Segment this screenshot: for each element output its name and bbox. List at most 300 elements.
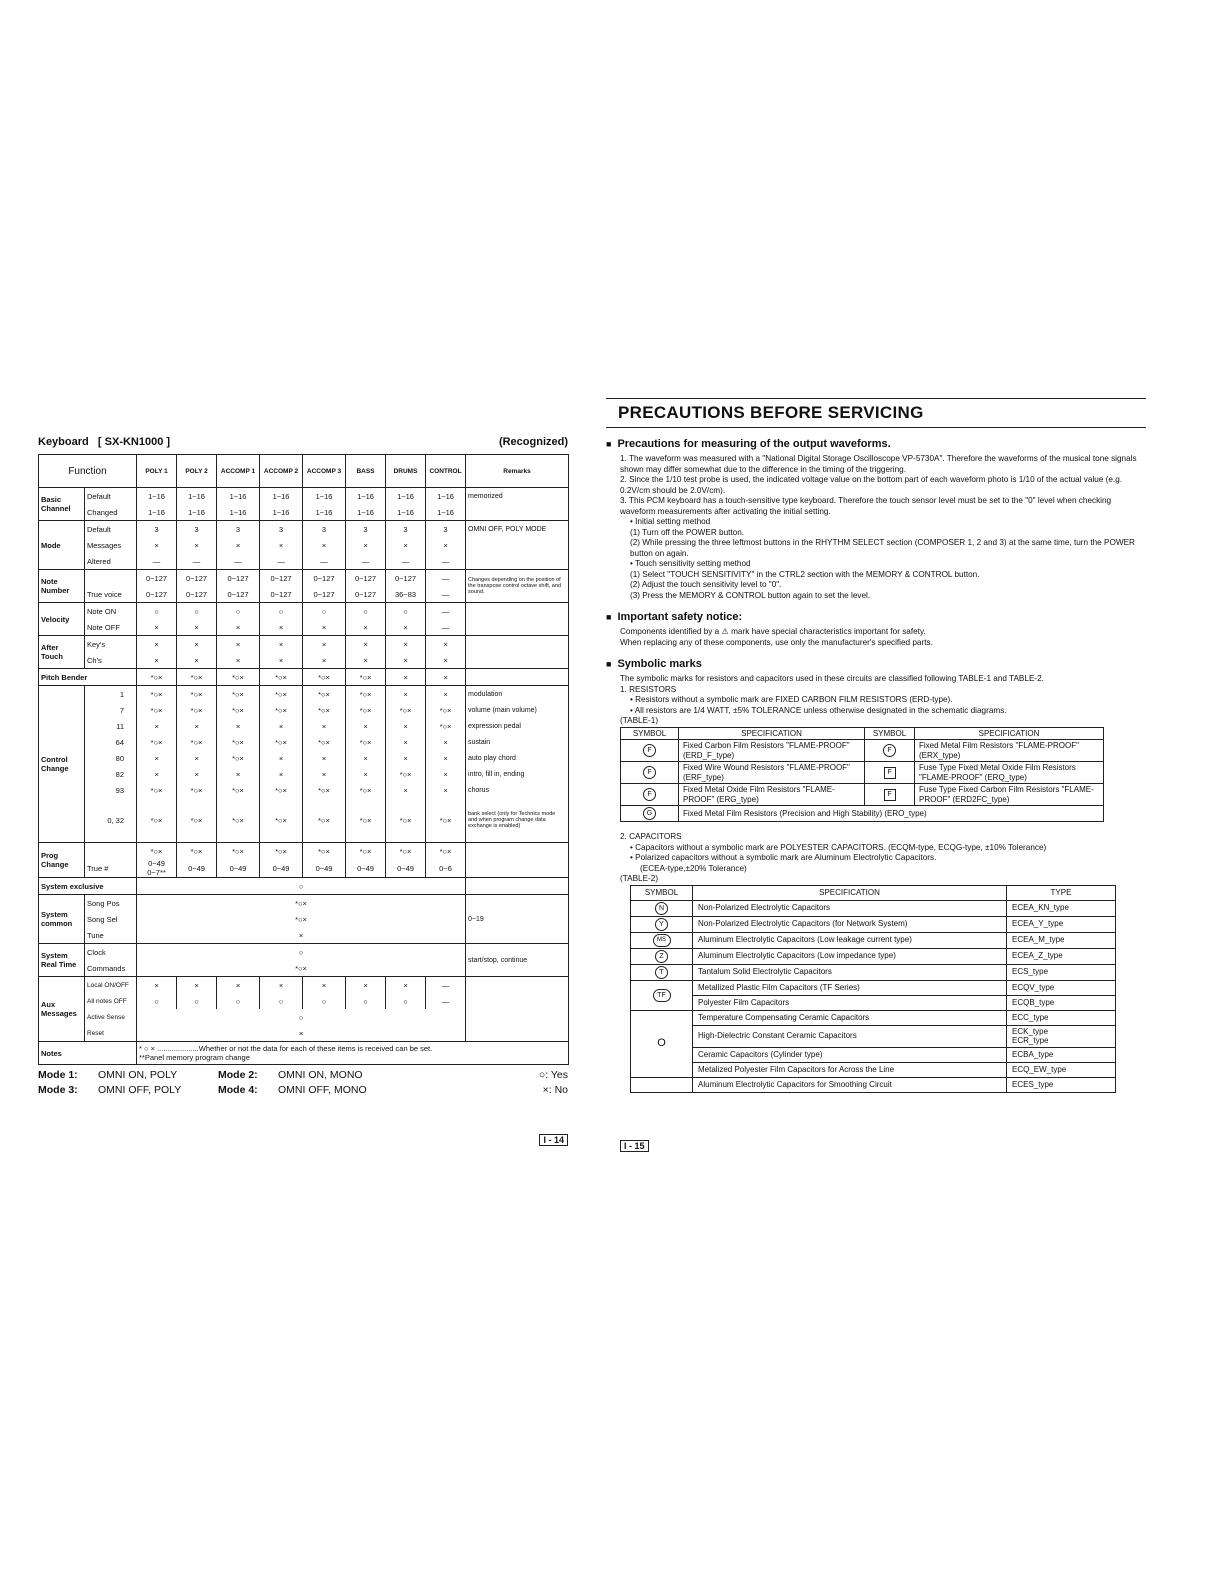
remarks-cell: intro, fill in, ending (466, 766, 569, 782)
value-cell: × (260, 619, 303, 636)
initial-step: (2) While pressing the three leftmost buttons in the RHYTHM SELECT section (COMPOSER 1, 2 and 3) at the same time, turn the POWER button on again. (630, 538, 1135, 558)
value-cell: × (303, 652, 346, 669)
t1-spec: Fixed Metal Film Resistors (Precision and High Stability) (ERO_type) (679, 806, 1104, 822)
table-row (621, 762, 1104, 784)
capacitor-symbol-icon: T (655, 966, 668, 979)
table-row (631, 1010, 1116, 1025)
value-cell: — (217, 553, 260, 570)
group-label: Velocity (39, 603, 85, 636)
row-label: 64 (85, 734, 137, 750)
row-label: Note ON (85, 603, 137, 620)
f-circle-icon: F (643, 766, 656, 779)
t2-head-spec: SPECIFICATION (693, 885, 1007, 900)
value-cell: × (137, 652, 177, 669)
value-cell: 0~49 (303, 859, 346, 878)
symbol-cell (631, 916, 693, 932)
value-cell: × (260, 636, 303, 653)
t2-rows (631, 900, 1116, 980)
capacitor-symbol-table (630, 885, 1116, 1093)
t2-type: ECES_type (1007, 1077, 1116, 1092)
notes-line: * ○ × ....................Whether or not the data for each of these items is received can be set. (139, 1044, 433, 1053)
row-label: Default (85, 521, 137, 538)
t1-head-spec: SPECIFICATION (679, 727, 865, 740)
remarks-cell (466, 553, 569, 570)
value-cell: 1~16 (260, 488, 303, 505)
value-cell: — (386, 553, 426, 570)
resistors-bullet: • All resistors are 1/4 WATT, ±5% TOLERANCE unless otherwise designated in the schematic diagrams. (630, 705, 1007, 715)
table-row (631, 1062, 1116, 1077)
value-cell: *○× (217, 750, 260, 766)
table-row (39, 895, 569, 912)
value-cell: 1~16 (217, 504, 260, 521)
value-cell: × (177, 619, 217, 636)
table-header-row (39, 455, 569, 488)
table-row (39, 750, 569, 766)
value-cell: × (137, 977, 177, 994)
value-cell: ○ (260, 993, 303, 1009)
value-cell: 1~16 (217, 488, 260, 505)
precautions-page (606, 398, 1146, 1151)
value-cell: 1~16 (386, 504, 426, 521)
value-cell: 0~49 0~7** (137, 859, 177, 878)
mode2-label: Mode 2: (218, 1069, 258, 1081)
value-cell: *○× (137, 734, 177, 750)
value-cell: 1~16 (346, 504, 386, 521)
value-cell: *○× (137, 798, 177, 843)
t2-spec: Temperature Compensating Ceramic Capacitors (693, 1010, 1007, 1025)
value-cell: 0~127 (303, 586, 346, 603)
value-cell: ○ (346, 603, 386, 620)
group-label: Notes (39, 1042, 137, 1065)
capacitors-bullet: • Capacitors without a symbolic mark are POLYESTER CAPACITORS. (ECQM-type, ECQG-type, ±10% Tolerance) (630, 842, 1047, 852)
t2-spec: High-Dielectric Constant Ceramic Capacitors (693, 1025, 1007, 1047)
value-cell: ○ (346, 993, 386, 1009)
chart-header (38, 436, 568, 448)
group-label: System exclusive (39, 878, 137, 895)
table-row (39, 944, 569, 961)
table-row (39, 636, 569, 653)
value-cell: *○× (260, 702, 303, 718)
value-cell: *○× (386, 798, 426, 843)
row-label: 0, 32 (85, 798, 137, 843)
capacitors-section (606, 832, 1146, 885)
table-row (39, 488, 569, 505)
f-circle-icon: F (643, 744, 656, 757)
value-cell: *○× (177, 686, 217, 703)
value-cell: × (426, 537, 466, 553)
symbol-cell (631, 900, 693, 916)
remarks-cell (466, 652, 569, 669)
value-cell: 1~16 (177, 504, 217, 521)
row-label: Commands (85, 960, 137, 977)
value-cell: — (303, 553, 346, 570)
remarks-cell (466, 878, 569, 895)
value-cell: × (217, 766, 260, 782)
table-row (621, 740, 1104, 762)
table-row (39, 878, 569, 895)
table-row (39, 766, 569, 782)
section-safety (606, 627, 1146, 648)
row-label: Note OFF (85, 619, 137, 636)
value-cell: 3 (217, 521, 260, 538)
value-cell: *○× (426, 843, 466, 860)
value-cell: × (137, 927, 466, 944)
value-cell: *○× (303, 669, 346, 686)
value-cell: ○ (137, 603, 177, 620)
remarks-cell (466, 843, 569, 860)
capacitor-symbol-icon: Z (655, 950, 668, 963)
t2-type: ECEA_KN_type (1007, 900, 1116, 916)
value-cell: × (260, 718, 303, 734)
value-cell: × (177, 750, 217, 766)
value-cell: 0~127 (346, 570, 386, 587)
value-cell: × (260, 537, 303, 553)
touch-step: (2) Adjust the touch sensitivity level to "0". (630, 580, 782, 589)
row-label: Local ON/OFF (85, 977, 137, 994)
value-cell: *○× (346, 798, 386, 843)
value-cell: 3 (303, 521, 346, 538)
capacitor-symbol-icon: N (655, 902, 668, 915)
col-accomp3: ACCOMP 3 (303, 455, 346, 488)
value-cell: 0~127 (303, 570, 346, 587)
value-cell: 0~127 (137, 570, 177, 587)
t2-type: ECR_type (1012, 1036, 1049, 1045)
value-cell: × (303, 718, 346, 734)
col-drums: DRUMS (386, 455, 426, 488)
value-cell: *○× (217, 843, 260, 860)
row-label: Altered (85, 553, 137, 570)
safety-line: When replacing any of these components, use only the manufacturer's specified parts. (620, 637, 933, 647)
remarks-cell: bank select (only for Technics mode and when program change data exchange is enabled) (466, 798, 569, 843)
group-label: Note Number (39, 570, 85, 603)
table-row (631, 1025, 1116, 1047)
value-cell: 3 (177, 521, 217, 538)
value-cell: × (426, 750, 466, 766)
keyboard-label: Keyboard (38, 436, 89, 448)
value-cell: × (386, 734, 426, 750)
f-circle-icon: F (883, 744, 896, 757)
t2-spec: Aluminum Electrolytic Capacitors (Low leakage current type) (693, 932, 1007, 948)
table-row (631, 980, 1116, 995)
t2-spec: Tantalum Solid Electrolytic Capacitors (693, 964, 1007, 980)
value-cell: *○× (177, 782, 217, 798)
section-waveforms (606, 454, 1146, 601)
value-cell: 1~16 (177, 488, 217, 505)
t2-type: ECS_type (1007, 964, 1116, 980)
value-cell: 0~127 (177, 586, 217, 603)
table-row (39, 537, 569, 553)
value-cell: × (260, 766, 303, 782)
col-accomp2: ACCOMP 2 (260, 455, 303, 488)
value-cell: × (386, 686, 426, 703)
group-label: Prog Change (39, 843, 85, 878)
row-label: 80 (85, 750, 137, 766)
value-cell: *○× (303, 686, 346, 703)
value-cell: ○ (217, 603, 260, 620)
value-cell: × (217, 977, 260, 994)
value-cell: × (386, 652, 426, 669)
value-cell: 0~127 (217, 586, 260, 603)
value-cell: *○× (177, 734, 217, 750)
value-cell: × (386, 718, 426, 734)
value-cell: 0~6 (426, 859, 466, 878)
value-cell: *○× (177, 702, 217, 718)
remarks-cell (466, 669, 569, 686)
row-label: Default (85, 488, 137, 505)
t1-spec: Fixed Metal Oxide Film Resistors "FLAME-PROOF" (ERG_type) (679, 784, 865, 806)
row-label: Tune (85, 927, 137, 944)
t2-spec: Metallized Plastic Film Capacitors (TF Series) (693, 980, 1007, 995)
safety-line: Components identified by a ⚠ mark have special characteristics important for safety. (620, 627, 926, 636)
col-poly1: POLY 1 (137, 455, 177, 488)
value-cell: 0~49 (177, 859, 217, 878)
value-cell: *○× (137, 895, 466, 912)
remarks-cell (466, 977, 569, 1042)
value-cell: × (386, 669, 426, 686)
f-circle-icon: F (643, 788, 656, 801)
value-cell: 0~127 (346, 586, 386, 603)
value-cell: 3 (346, 521, 386, 538)
table-row (631, 885, 1116, 900)
group-label: After Touch (39, 636, 85, 669)
remarks-cell: memorized (466, 488, 569, 505)
value-cell: *○× (260, 782, 303, 798)
value-cell: 3 (137, 521, 177, 538)
table-row (631, 948, 1116, 964)
table-row (39, 504, 569, 521)
value-cell: *○× (137, 782, 177, 798)
value-cell: 0~127 (260, 570, 303, 587)
value-cell: × (426, 686, 466, 703)
remarks-cell (466, 619, 569, 636)
value-cell: 1~16 (386, 488, 426, 505)
table-row (39, 734, 569, 750)
value-cell: *○× (260, 843, 303, 860)
value-cell: *○× (217, 669, 260, 686)
col-poly2: POLY 2 (177, 455, 217, 488)
remarks-cell (466, 859, 569, 878)
value-cell: — (426, 603, 466, 620)
row-label: True voice (85, 586, 137, 603)
t2-type: ECQB_type (1007, 995, 1116, 1010)
value-cell: ○ (137, 993, 177, 1009)
table-row (631, 916, 1116, 932)
table-row (39, 977, 569, 994)
table-row (631, 995, 1116, 1010)
value-cell: × (303, 619, 346, 636)
value-cell: — (426, 586, 466, 603)
table-row (39, 782, 569, 798)
value-cell: — (177, 553, 217, 570)
row-label: Song Sel (85, 911, 137, 927)
value-cell: *○× (346, 686, 386, 703)
t2-spec: Polyester Film Capacitors (693, 995, 1007, 1010)
value-cell: 0~127 (386, 570, 426, 587)
value-cell: × (177, 766, 217, 782)
group-label: Basic Channel (39, 488, 85, 521)
group-label: Pitch Bender (39, 669, 137, 686)
waveform-item: 1. The waveform was measured with a "National Digital Storage Oscilloscope VP-5730A". Therefore the waveforms of the musical tone signals shown may differ somewhat due to the difference in the timing of the triggering. (620, 454, 1137, 474)
no-legend: ×: No (542, 1084, 568, 1096)
t2-head-type: TYPE (1007, 885, 1116, 900)
value-cell: — (426, 570, 466, 587)
value-cell: × (177, 652, 217, 669)
t2-spec: Non-Polarized Electrolytic Capacitors (for Network System) (693, 916, 1007, 932)
t2-spec: Aluminum Electrolytic Capacitors for Smoothing Circuit (693, 1077, 1007, 1092)
value-cell: ○ (177, 603, 217, 620)
value-cell: × (137, 537, 177, 553)
t1-head-symbol2: SYMBOL (865, 727, 915, 740)
t2-spec: Metalized Polyester Film Capacitors for Across the Line (693, 1062, 1007, 1077)
symbol-cell (631, 964, 693, 980)
value-cell: × (137, 619, 177, 636)
value-cell: *○× (137, 686, 177, 703)
yes-legend: ○: Yes (538, 1069, 568, 1081)
value-cell: 1~16 (137, 504, 177, 521)
waveform-item: 3. This PCM keyboard has a touch-sensitive type keyboard. Therefore the touch sensor level must be set to the "0" level when checking waveform measurements after activating the initial setting. (620, 496, 1112, 516)
value-cell: × (137, 718, 177, 734)
row-label: All notes OFF (85, 993, 137, 1009)
table-row (631, 1047, 1116, 1062)
value-cell: × (137, 636, 177, 653)
value-cell: *○× (346, 702, 386, 718)
f-square-icon: F (884, 767, 896, 779)
row-label: Reset (85, 1025, 137, 1042)
table-row (39, 669, 569, 686)
t2-type: ECEA_M_type (1007, 932, 1116, 948)
value-cell: *○× (217, 702, 260, 718)
value-cell: *○× (386, 702, 426, 718)
remarks-cell (466, 636, 569, 653)
row-label: 1 (85, 686, 137, 703)
value-cell: × (346, 766, 386, 782)
value-cell: *○× (217, 782, 260, 798)
t1-spec: Fuse Type Fixed Metal Oxide Film Resistors "FLAME-PROOF" (ERQ_type) (915, 762, 1104, 784)
remarks-cell (466, 504, 569, 521)
row-label: 82 (85, 766, 137, 782)
value-cell: × (137, 750, 177, 766)
value-cell: × (346, 619, 386, 636)
value-cell: × (217, 537, 260, 553)
t2-type: ECEA_Z_type (1007, 948, 1116, 964)
value-cell: *○× (346, 843, 386, 860)
t1-spec: Fixed Carbon Film Resistors "FLAME-PROOF" (ERD_F_type) (679, 740, 865, 762)
t2-type: ECQ_EW_type (1007, 1062, 1116, 1077)
value-cell: × (217, 652, 260, 669)
resistor-symbol-table (620, 727, 1104, 823)
value-cell: *○× (346, 782, 386, 798)
row-label: Key's (85, 636, 137, 653)
value-cell: *○× (260, 686, 303, 703)
value-cell: × (426, 669, 466, 686)
row-label: Ch's (85, 652, 137, 669)
remarks-cell: expression pedal (466, 718, 569, 734)
table-row (39, 521, 569, 538)
value-cell: — (426, 977, 466, 994)
value-cell: — (260, 553, 303, 570)
group-label: System common (39, 895, 85, 944)
mode4-label: Mode 4: (218, 1084, 258, 1096)
page-title: PRECAUTIONS BEFORE SERVICING (606, 398, 1146, 428)
value-cell: × (303, 750, 346, 766)
table2-label: (TABLE-2) (620, 874, 659, 883)
value-cell: *○× (426, 798, 466, 843)
value-cell: 0~127 (177, 570, 217, 587)
value-cell: × (177, 977, 217, 994)
mode3-label: Mode 3: (38, 1084, 78, 1096)
table-row (631, 900, 1116, 916)
value-cell: × (346, 718, 386, 734)
value-cell: *○× (177, 669, 217, 686)
capacitors-bullet: (ECEA-type,±20% Tolerance) (640, 863, 747, 873)
table-row (631, 932, 1116, 948)
value-cell: × (177, 718, 217, 734)
value-cell: *○× (303, 782, 346, 798)
value-cell: *○× (386, 843, 426, 860)
table-row (39, 570, 569, 587)
remarks-cell: Changes depending on the position of the transpose control octave shift, and sound. (466, 570, 569, 603)
value-cell: *○× (137, 669, 177, 686)
value-cell: *○× (346, 669, 386, 686)
remarks-cell (466, 537, 569, 553)
value-cell: — (426, 553, 466, 570)
value-cell: × (386, 977, 426, 994)
notes-line: **Panel memory program change (139, 1053, 250, 1062)
mode3-value: OMNI OFF, POLY (98, 1084, 182, 1096)
value-cell: *○× (426, 718, 466, 734)
value-cell: 3 (386, 521, 426, 538)
value-cell: *○× (386, 766, 426, 782)
col-remarks: Remarks (466, 455, 569, 488)
value-cell: × (137, 1025, 466, 1042)
value-cell: 1~16 (303, 504, 346, 521)
value-cell: × (386, 750, 426, 766)
resistors-bullet: • Resistors without a symbolic mark are FIXED CARBON FILM RESISTORS (ERD-type). (630, 695, 953, 704)
capacitors-heading: 2. CAPACITORS (620, 832, 682, 841)
value-cell: × (346, 636, 386, 653)
row-label: 11 (85, 718, 137, 734)
value-cell: *○× (303, 843, 346, 860)
touch-setting-heading: • Touch sensitivity setting method (630, 559, 751, 568)
value-cell: 0~127 (260, 586, 303, 603)
notes-cell (137, 1042, 569, 1065)
value-cell: *○× (303, 702, 346, 718)
t1-spec: Fuse Type Fixed Carbon Film Resistors "FLAME-PROOF" (ERD2FC_type) (915, 784, 1104, 806)
row-label: 93 (85, 782, 137, 798)
page-number-right: I - 15 (620, 1140, 649, 1152)
col-control: CONTROL (426, 455, 466, 488)
value-cell: × (260, 750, 303, 766)
value-cell: × (177, 537, 217, 553)
table-row (39, 859, 569, 878)
symbol-cell (631, 932, 693, 948)
mode4-value: OMNI OFF, MONO (278, 1084, 367, 1096)
section-safety-title: ■ Important safety notice: (606, 611, 1146, 623)
value-cell: × (303, 977, 346, 994)
group-label: Mode (39, 521, 85, 570)
value-cell: 1~16 (303, 488, 346, 505)
capacitor-symbol-icon: Y (655, 918, 668, 931)
value-cell: ○ (137, 944, 466, 961)
mode2-value: OMNI ON, MONO (278, 1069, 363, 1081)
value-cell: × (177, 636, 217, 653)
row-label: Active Sense (85, 1009, 137, 1025)
value-cell: × (260, 652, 303, 669)
row-label: True # (85, 859, 137, 878)
remarks-cell (466, 603, 569, 620)
value-cell: 0~49 (386, 859, 426, 878)
value-cell: *○× (260, 734, 303, 750)
